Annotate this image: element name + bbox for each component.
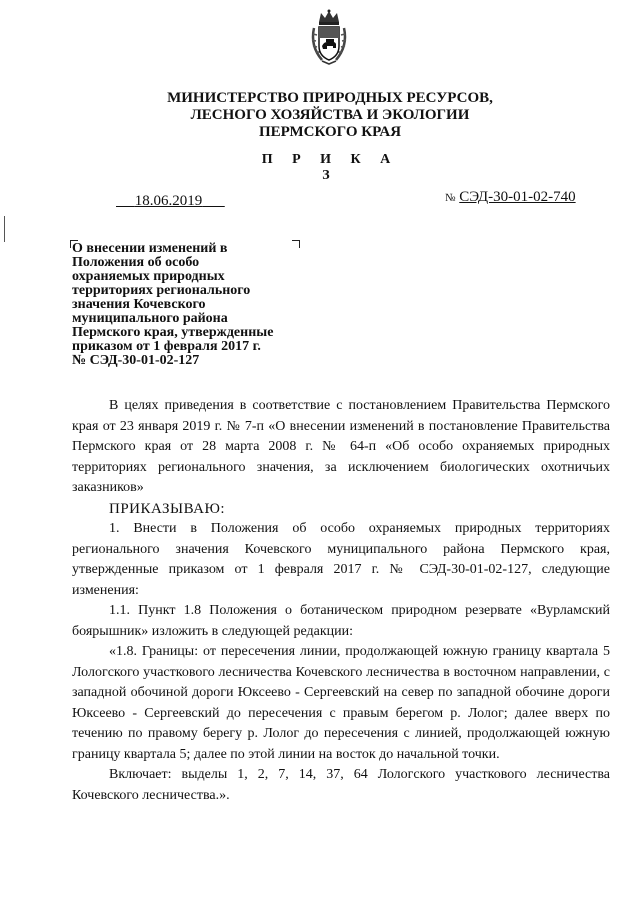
document-number: [445, 189, 576, 206]
document-subject: [72, 242, 322, 368]
coat-of-arms-emblem: [308, 8, 350, 66]
subject-line: Пермского края, утвержденные: [72, 325, 274, 340]
number-value: СЭД-30-01-02-740: [459, 189, 576, 205]
date-value: 18.06.2019: [134, 193, 203, 209]
number-label: №: [445, 192, 456, 204]
subject-line: охраняемых природных: [72, 269, 225, 284]
ministry-line: ЛЕСНОГО ХОЗЯЙСТВА И ЭКОЛОГИИ: [190, 107, 470, 123]
document-date: [116, 193, 225, 210]
document-body: [72, 396, 610, 806]
subject-line: территориях регионального: [72, 283, 251, 298]
ministry-line: МИНИСТЕРСТВО ПРИРОДНЫХ РЕСУРСОВ,: [167, 90, 493, 106]
subject-line: значения Кочевского: [72, 297, 206, 312]
subject-line: О внесении изменений в: [72, 241, 228, 256]
subject-line: № СЭД-30-01-02-127: [72, 353, 200, 368]
intro-paragraph: В целях приведения в соответствие с постановлением Правительства Пермского края от 23 января 2019 г. № 7-п «О внесении изменений в постановление Правительства Пермского края от 28 марта 2008 г. № 64-п «Об особо охраняемых природных территориях регионального значения, за исключением биологических охотничьих заказников»: [72, 398, 610, 495]
subject-line: Положения об особо: [72, 255, 200, 270]
order-call: ПРИКАЗЫВАЮ:: [109, 500, 226, 517]
item-1-paragraph: 1. Внести в Положения об особо охраняемых природных территориях регионального значения Кочевского муниципального района Пермского края, утвержденные приказом от 1 февраля 2017 г. № СЭД-30-01-02-127, следующие изменения:: [72, 521, 610, 598]
margin-mark: [4, 216, 5, 242]
item-1-1-paragraph: 1.1. Пункт 1.8 Положения о ботаническом природном резервате «Вурламский боярышник» изложить в следующей редакции:: [72, 603, 610, 639]
ministry-name: [120, 90, 540, 141]
document-type-title: П Р И К А З: [261, 152, 399, 183]
ministry-line: ПЕРМСКОГО КРАЯ: [258, 124, 402, 140]
includes-paragraph: Включает: выделы 1, 2, 7, 14, 37, 64 Лологского участкового лесничества Кочевского лесничества.».: [72, 767, 610, 803]
quoted-clause-paragraph: «1.8. Границы: от пересечения линии, продолжающей южную границу квартала 5 Лологского участкового лесничества Кочевского лесничества в восточном направлении, с западной обочиной дороги Юксеево - Сергеевский на север по западной обочине дороги Юксеево - Сергеевский до пересечения с правым берегом р. Лолог; далее вверх по течению по правому берегу р. Лолог до пересечения с линией, продолжающей южную границу квартала 5; далее по этой линии на восток до начальной точки.: [72, 644, 610, 762]
subject-line: муниципального района: [72, 311, 228, 326]
subject-line: приказом от 1 февраля 2017 г.: [72, 339, 261, 354]
